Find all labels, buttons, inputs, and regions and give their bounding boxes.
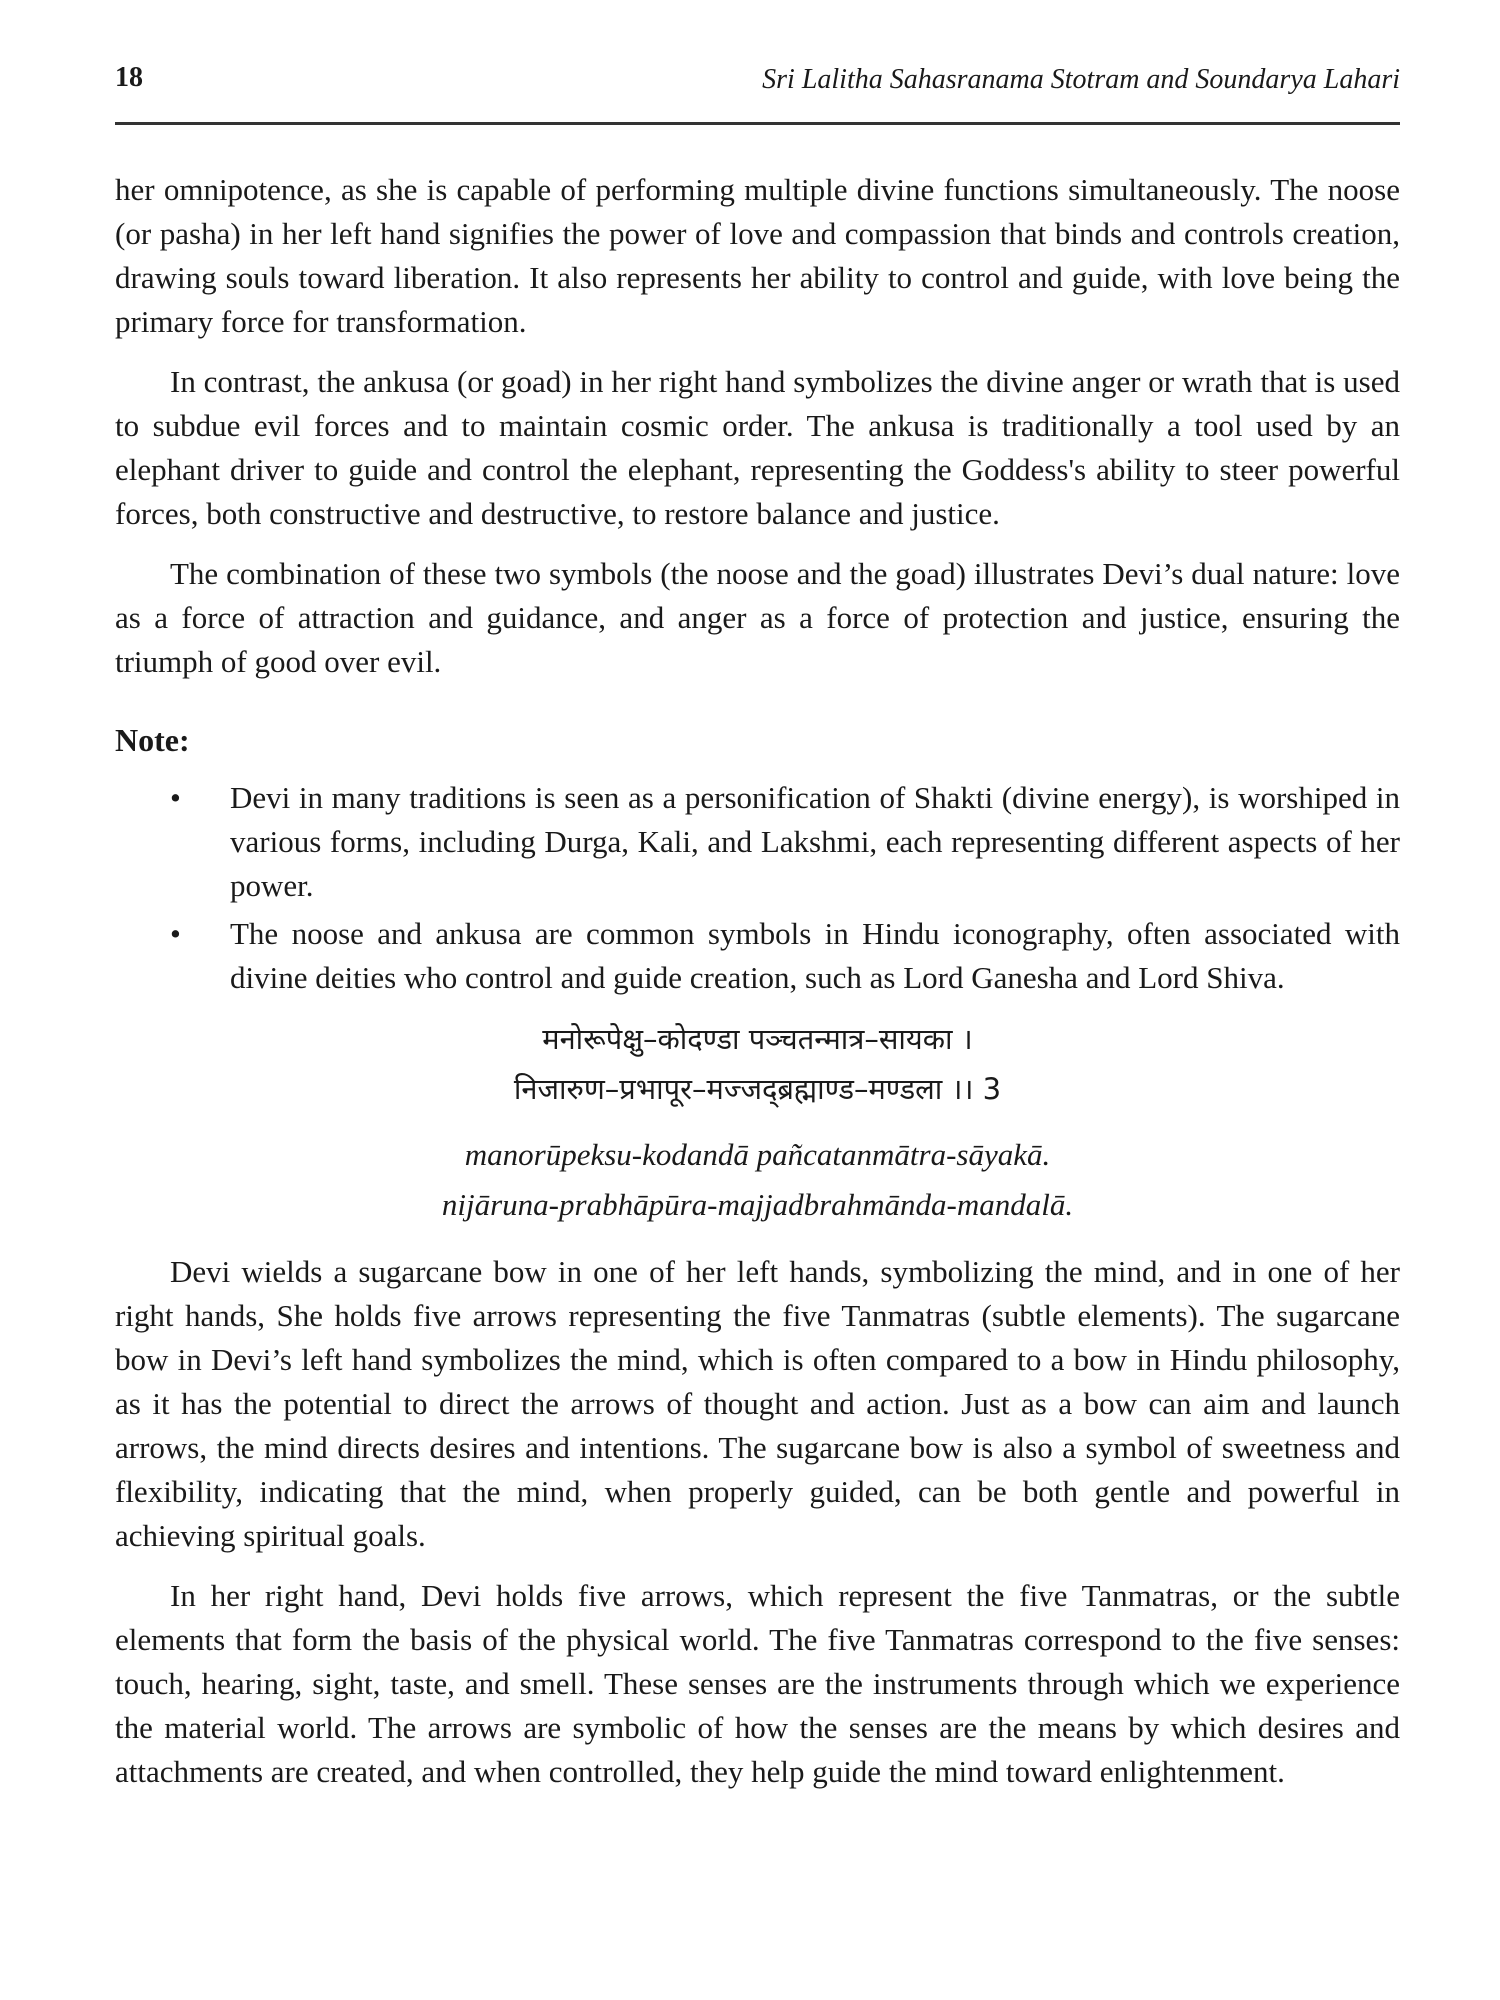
paragraph: The combination of these two symbols (the noose and the goad) illustrates Devi’s dual nature: love as a force of attraction and guidance, and anger as a force of protection and justice, ensuring the triumph of good over evil. xyxy=(115,556,1400,679)
verse-line: मनोरूपेक्षु–कोदण्डा पञ्चतन्मात्र–सायका । xyxy=(542,1022,973,1056)
note-list xyxy=(115,776,1400,1000)
transliteration-line: manorūpeksu-kodandā pañcatanmātra-sāyakā. xyxy=(464,1137,1051,1172)
paragraph: In contrast, the ankusa (or goad) in her right hand symbolizes the divine anger or wrath that is used to subdue evil forces and to maintain cosmic order. The ankusa is traditionally a tool used by an elephant driver to guide and control the elephant, representing the Goddess's ability to steer powerful forces, both constructive and destructive, to restore balance and justice. xyxy=(115,364,1400,531)
note-heading: Note: xyxy=(115,722,190,758)
paragraph: In her right hand, Devi holds five arrows, which represent the five Tanmatras, or the subtle elements that form the basis of the physical world. The five Tanmatras correspond to the five senses: touch, hearing, sight, taste, and smell. These senses are the instruments through which we experience the material world. The arrows are symbolic of how the senses are the means by which desires and attachments are created, and when controlled, they help guide the mind toward enlightenment. xyxy=(115,1578,1400,1789)
header-rule xyxy=(115,122,1400,125)
bullet: • xyxy=(170,780,181,815)
page-body xyxy=(115,168,1400,1810)
page-header xyxy=(115,62,1400,102)
list-item-text: Devi in many traditions is seen as a personification of Shakti (divine energy), is worshiped in various forms, including Durga, Kali, and Lakshmi, each representing different aspects of her power. xyxy=(230,780,1400,903)
list-item-text: The noose and ankusa are common symbols in Hindu iconography, often associated with divine deities who control and guide creation, such as Lord Ganesha and Lord Shiva. xyxy=(230,916,1400,995)
list-item xyxy=(115,912,1400,1000)
sanskrit-verse xyxy=(115,1014,1400,1114)
page-number: 18 xyxy=(115,62,143,93)
list-item xyxy=(115,776,1400,908)
verse-transliteration xyxy=(115,1130,1400,1230)
paragraph: Devi wields a sugarcane bow in one of her left hands, symbolizing the mind, and in one of her right hands, She holds five arrows representing the five Tanmatras (subtle elements). The sugarcane bow in Devi’s left hand symbolizes the mind, which is often compared to a bow in Hindu philosophy, as it has the potential to direct the arrows of thought and action. Just as a bow can aim and launch arrows, the mind directs desires and intentions. The sugarcane bow is also a symbol of sweetness and flexibility, indicating that the mind, when properly guided, can be both gentle and powerful in achieving spiritual goals. xyxy=(115,1254,1400,1553)
running-title: Sri Lalitha Sahasranama Stotram and Soundarya Lahari xyxy=(762,64,1400,95)
transliteration-line: nijāruna-prabhāpūra-majjadbrahmānda-mandalā. xyxy=(441,1187,1074,1222)
paragraph: her omnipotence, as she is capable of performing multiple divine functions simultaneously. The noose (or pasha) in her left hand signifies the power of love and compassion that binds and controls creation, drawing souls toward liberation. It also represents her ability to control and guide, with love being the primary force for transformation. xyxy=(115,172,1400,339)
bullet: • xyxy=(170,916,181,951)
verse-line: निजारुण–प्रभापूर–मज्जद्ब्रह्माण्ड–मण्डला ।। 3 xyxy=(513,1072,1002,1106)
